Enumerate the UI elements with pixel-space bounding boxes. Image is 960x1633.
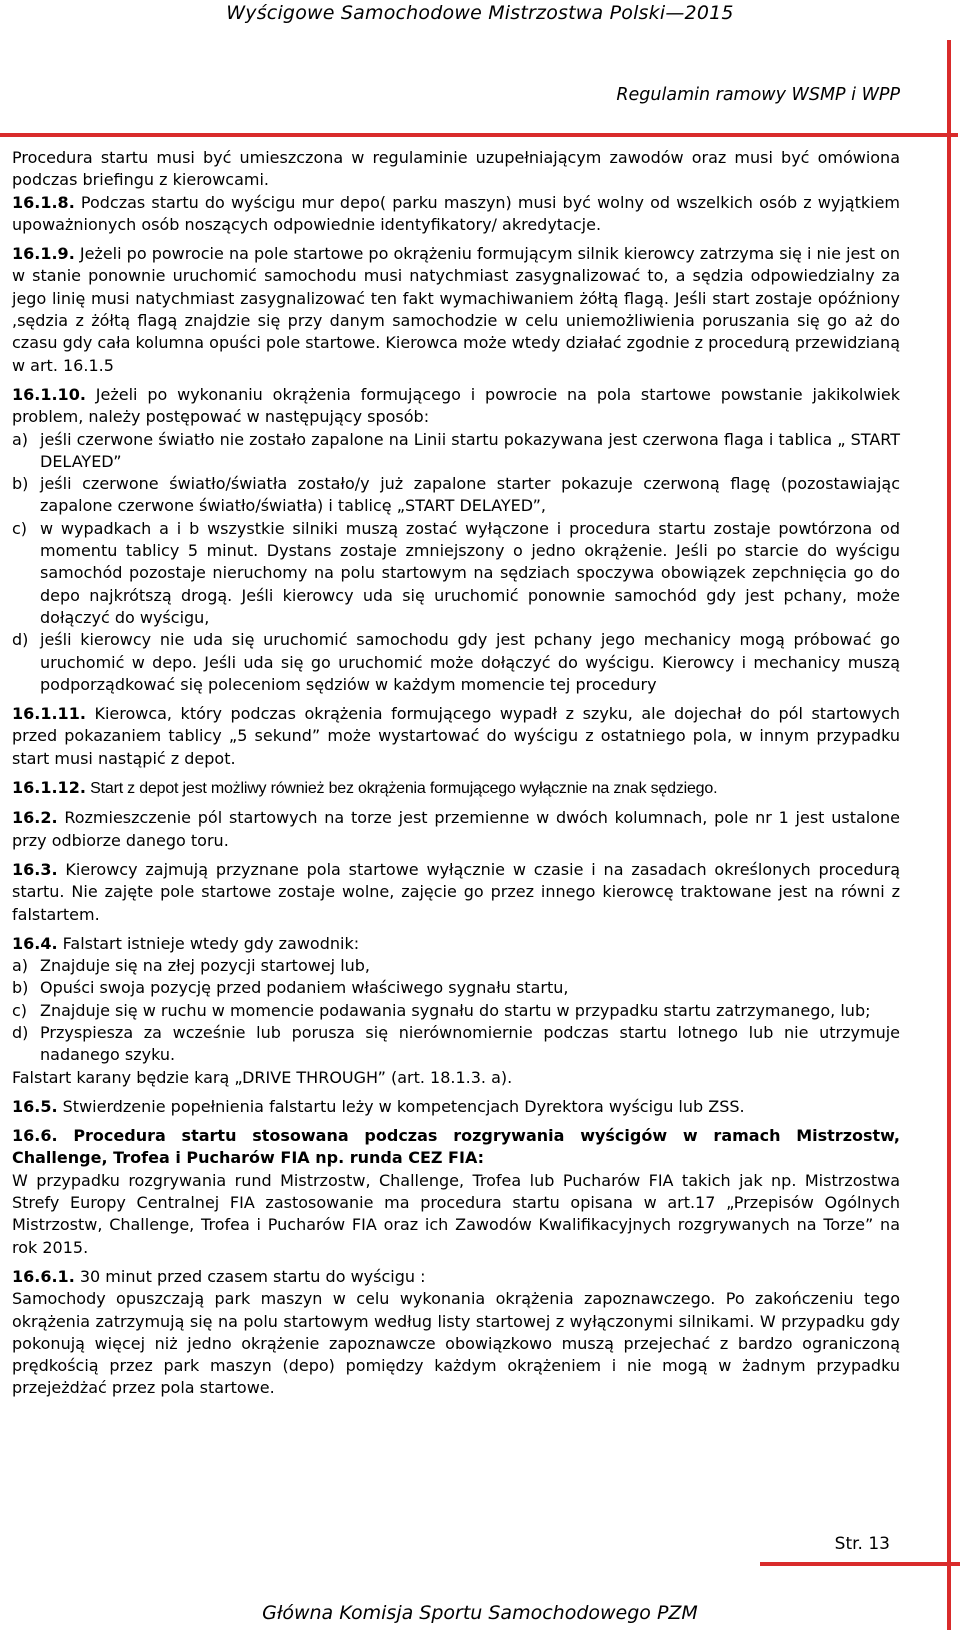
list-item-text: Opuści swoja pozycję przed podaniem właściwego sygnału startu, xyxy=(40,978,569,998)
section-text: Rozmieszczenie pól startowych na torze jest przemienne w dwóch kolumnach, pole nr 1 jest ustalone przy odbiorze danego toru. xyxy=(12,808,900,850)
section-16-4-list xyxy=(12,955,900,1066)
section-number: 16.6.1. xyxy=(12,1266,75,1286)
section-16-4-penalty: Falstart karany będzie karą „DRIVE THROUGH” (art. 18.1.3. a). xyxy=(12,1067,513,1087)
section-16-1-12 xyxy=(12,777,900,800)
section-number: 16.1.10. xyxy=(12,384,86,404)
section-text: Jeżeli po wykonaniu okrążenia formującego i powrocie na pola startowe powstanie jakikolwiek problem, należy postępować w następujący sposób: xyxy=(12,384,900,427)
list-item-text: jeśli czerwone światło nie zostało zapalone na Linii startu pokazywana jest czerwona flaga i tablica „ START DELAYED” xyxy=(40,429,900,471)
section-16-1-9 xyxy=(12,243,900,377)
section-text: Falstart istnieje wtedy gdy zawodnik: xyxy=(57,933,360,953)
section-number: 16.3. xyxy=(12,859,58,879)
section-16-2 xyxy=(12,807,900,852)
section-number: 16.2. xyxy=(12,808,58,828)
list-item-text: Znajduje się w ruchu w momencie podawania sygnału do startu w przypadku startu zatrzymanego, lub; xyxy=(40,1000,871,1020)
list-item-label: d) xyxy=(12,630,29,650)
section-16-1-10 xyxy=(12,384,900,429)
section-16-1-11 xyxy=(12,703,900,770)
list-item-label: b) xyxy=(12,978,29,998)
section-16-1-10-list xyxy=(12,429,900,697)
list-item xyxy=(12,629,900,696)
section-16-3 xyxy=(12,859,900,926)
section-text: Start z depot jest możliwy również bez okrążenia formującego wyłącznie na znak sędziego. xyxy=(85,780,718,798)
list-item xyxy=(12,518,900,629)
list-item xyxy=(12,1000,900,1022)
section-16-6-heading xyxy=(12,1125,900,1170)
list-item-label: c) xyxy=(12,518,28,538)
section-number: 16.1.8. xyxy=(12,192,75,212)
section-number: 16.1.11. xyxy=(12,704,86,724)
section-text: Podczas startu do wyścigu mur depo( parku maszyn) musi być wolny od wszelkich osób z wyjątkiem upoważnionych osób noszących odpowiednie identyfikatory/ akredytacje. xyxy=(12,192,900,234)
section-16-1-8 xyxy=(12,192,900,237)
list-item-label: b) xyxy=(12,474,29,494)
list-item xyxy=(12,473,900,518)
section-16-6-1-body: Samochody opuszczają park maszyn w celu wykonania okrążenia zapoznawczego. Po zakończeniu tego okrążenia zatrzymują się na polu startowym według listy startowej z wyłączonymi silnikami. W przypadku gdy pokonują więcej niż jedno okrążenie zapoznawcze obowiązkowo muszą przejechać z bardzo ograniczoną prędkością przez park maszyn (depo) pomiędzy każdym okrążeniem i nie mogą w żadnym przypadku przejeżdżać przez pola startowe. xyxy=(12,1289,900,1398)
list-item-label: d) xyxy=(12,1022,29,1042)
document-header-subtitle: Regulamin ramowy WSMP i WPP xyxy=(616,85,900,105)
section-text: Kierowca, który podczas okrążenia formującego wypadł z szyku, ale dojechał do pól startowych przed pokazaniem tablicy „5 sekund” może wystartować do wyścigu z ostatniego pola, w innym przypadku start musi nastąpić z depot. xyxy=(12,704,900,768)
list-item xyxy=(12,955,900,977)
section-text: Jeżeli po powrocie na pole startowe po okrążeniu formującym silnik kierowcy zatrzyma się i nie jest on w stanie ponownie uruchomić samochodu musi natychmiast zasygnalizować to, a sędzia odpowiedzialny za jego linię musi natychmiast zasygnalizować ten fakt wymachiwaniem żółtą flagą. Jeśli start zostaje opóźniony ,sędzia z żółtą flagą znajdzie się przy danym samochodzie w celu uniemożliwienia poruszania się go aż do czasu gdy cała kolumna opuści pole startowe. Kierowca może wtedy działać zgodnie z procedurą przewidzianą w art. 16.1.5 xyxy=(12,244,900,375)
section-number: 16.4. xyxy=(12,933,58,953)
section-heading: 16.6. Procedura startu stosowana podczas rozgrywania wyścigów w ramach Mistrzostw, Challenge, Trofea i Pucharów FIA np. runda CEZ FIA: xyxy=(12,1126,900,1168)
list-item xyxy=(12,1022,900,1067)
section-number: 16.1.9. xyxy=(12,244,75,264)
document-footer: Główna Komisja Sportu Samochodowego PZM xyxy=(262,1602,698,1624)
page-number: Str. 13 xyxy=(834,1534,890,1554)
right-margin-rule xyxy=(947,40,951,1630)
section-text: Stwierdzenie popełnienia falstartu leży w kompetencjach Dyrektora wyścigu lub ZSS. xyxy=(57,1096,745,1116)
header-rule xyxy=(0,133,958,137)
section-16-4 xyxy=(12,933,900,955)
section-text: 30 minut przed czasem startu do wyścigu : xyxy=(74,1266,426,1286)
list-item-label: c) xyxy=(12,1000,28,1020)
section-number: 16.1.12. xyxy=(12,778,86,798)
footer-rule xyxy=(760,1562,960,1566)
list-item xyxy=(12,429,900,474)
section-16-5 xyxy=(12,1096,900,1118)
document-header-title: Wyścigowe Samochodowe Mistrzostwa Polski—2015 xyxy=(226,2,734,24)
section-16-6-text: W przypadku rozgrywania rund Mistrzostw, Challenge, Trofea lub Pucharów FIA takich jak np. Mistrzostwa Strefy Europy Centralnej FIA zastosowanie ma procedura startu opisana w art.17 „Przepisów Ogólnych Mistrzostw, Challenge, Trofea i Pucharów FIA oraz ich Zawodów Kwalifikacyjnych rozgrywanych na Torze” na rok 2015. xyxy=(12,1170,900,1257)
list-item-text: Przyspiesza za wcześnie lub porusza się nierównomiernie podczas startu lotnego lub nie utrzymuje nadanego szyku. xyxy=(40,1022,900,1065)
section-16-6-1 xyxy=(12,1266,900,1288)
document-body xyxy=(12,147,900,1407)
list-item xyxy=(12,977,900,999)
list-item-label: a) xyxy=(12,956,29,976)
list-item-text: w wypadkach a i b wszystkie silniki muszą zostać wyłączone i procedura startu zostaje powtórzona od momentu tablicy 5 minut. Dystans zostaje zmniejszony o jedno okrążenie. Jeśli po starcie do wyścigu samochód pozostaje nieruchomy na polu startowym na sędziach spoczywa obowiązek zepchnięcia go do depo najkrótszą drogą. Jeśli kierowcy uda się uruchomić ponownie samochód gdy jest pchany, może dołączyć do wyścigu, xyxy=(40,518,900,627)
section-number: 16.5. xyxy=(12,1096,58,1116)
list-item-text: jeśli czerwone światło/światła zostało/y już zapalone starter pokazuje czerwoną flagę (pozostawiając zapalone czerwone światło/światła) i tablicę „START DELAYED”, xyxy=(40,474,900,516)
list-item-text: Znajduje się na złej pozycji startowej lub, xyxy=(40,956,371,976)
list-item-label: a) xyxy=(12,429,29,449)
intro-paragraph: Procedura startu musi być umieszczona w regulaminie uzupełniającym zawodów oraz musi być omówiona podczas briefingu z kierowcami. xyxy=(12,148,900,190)
section-text: Kierowcy zajmują przyznane pola startowe wyłącznie w czasie i na zasadach określonych procedurą startu. Nie zajęte pole startowe zostaje wolne, zajęcie go przez innego kierowcę traktowane jest na równi z falstartem. xyxy=(12,859,900,924)
list-item-text: jeśli kierowcy nie uda się uruchomić samochodu gdy jest pchany jego mechanicy mogą próbować go uruchomić w depo. Jeśli uda się go uruchomić może dołączyć do wyścigu. Kierowcy i mechanicy muszą podporządkować się poleceniom sędziów w każdym momencie tej procedury xyxy=(40,630,900,694)
